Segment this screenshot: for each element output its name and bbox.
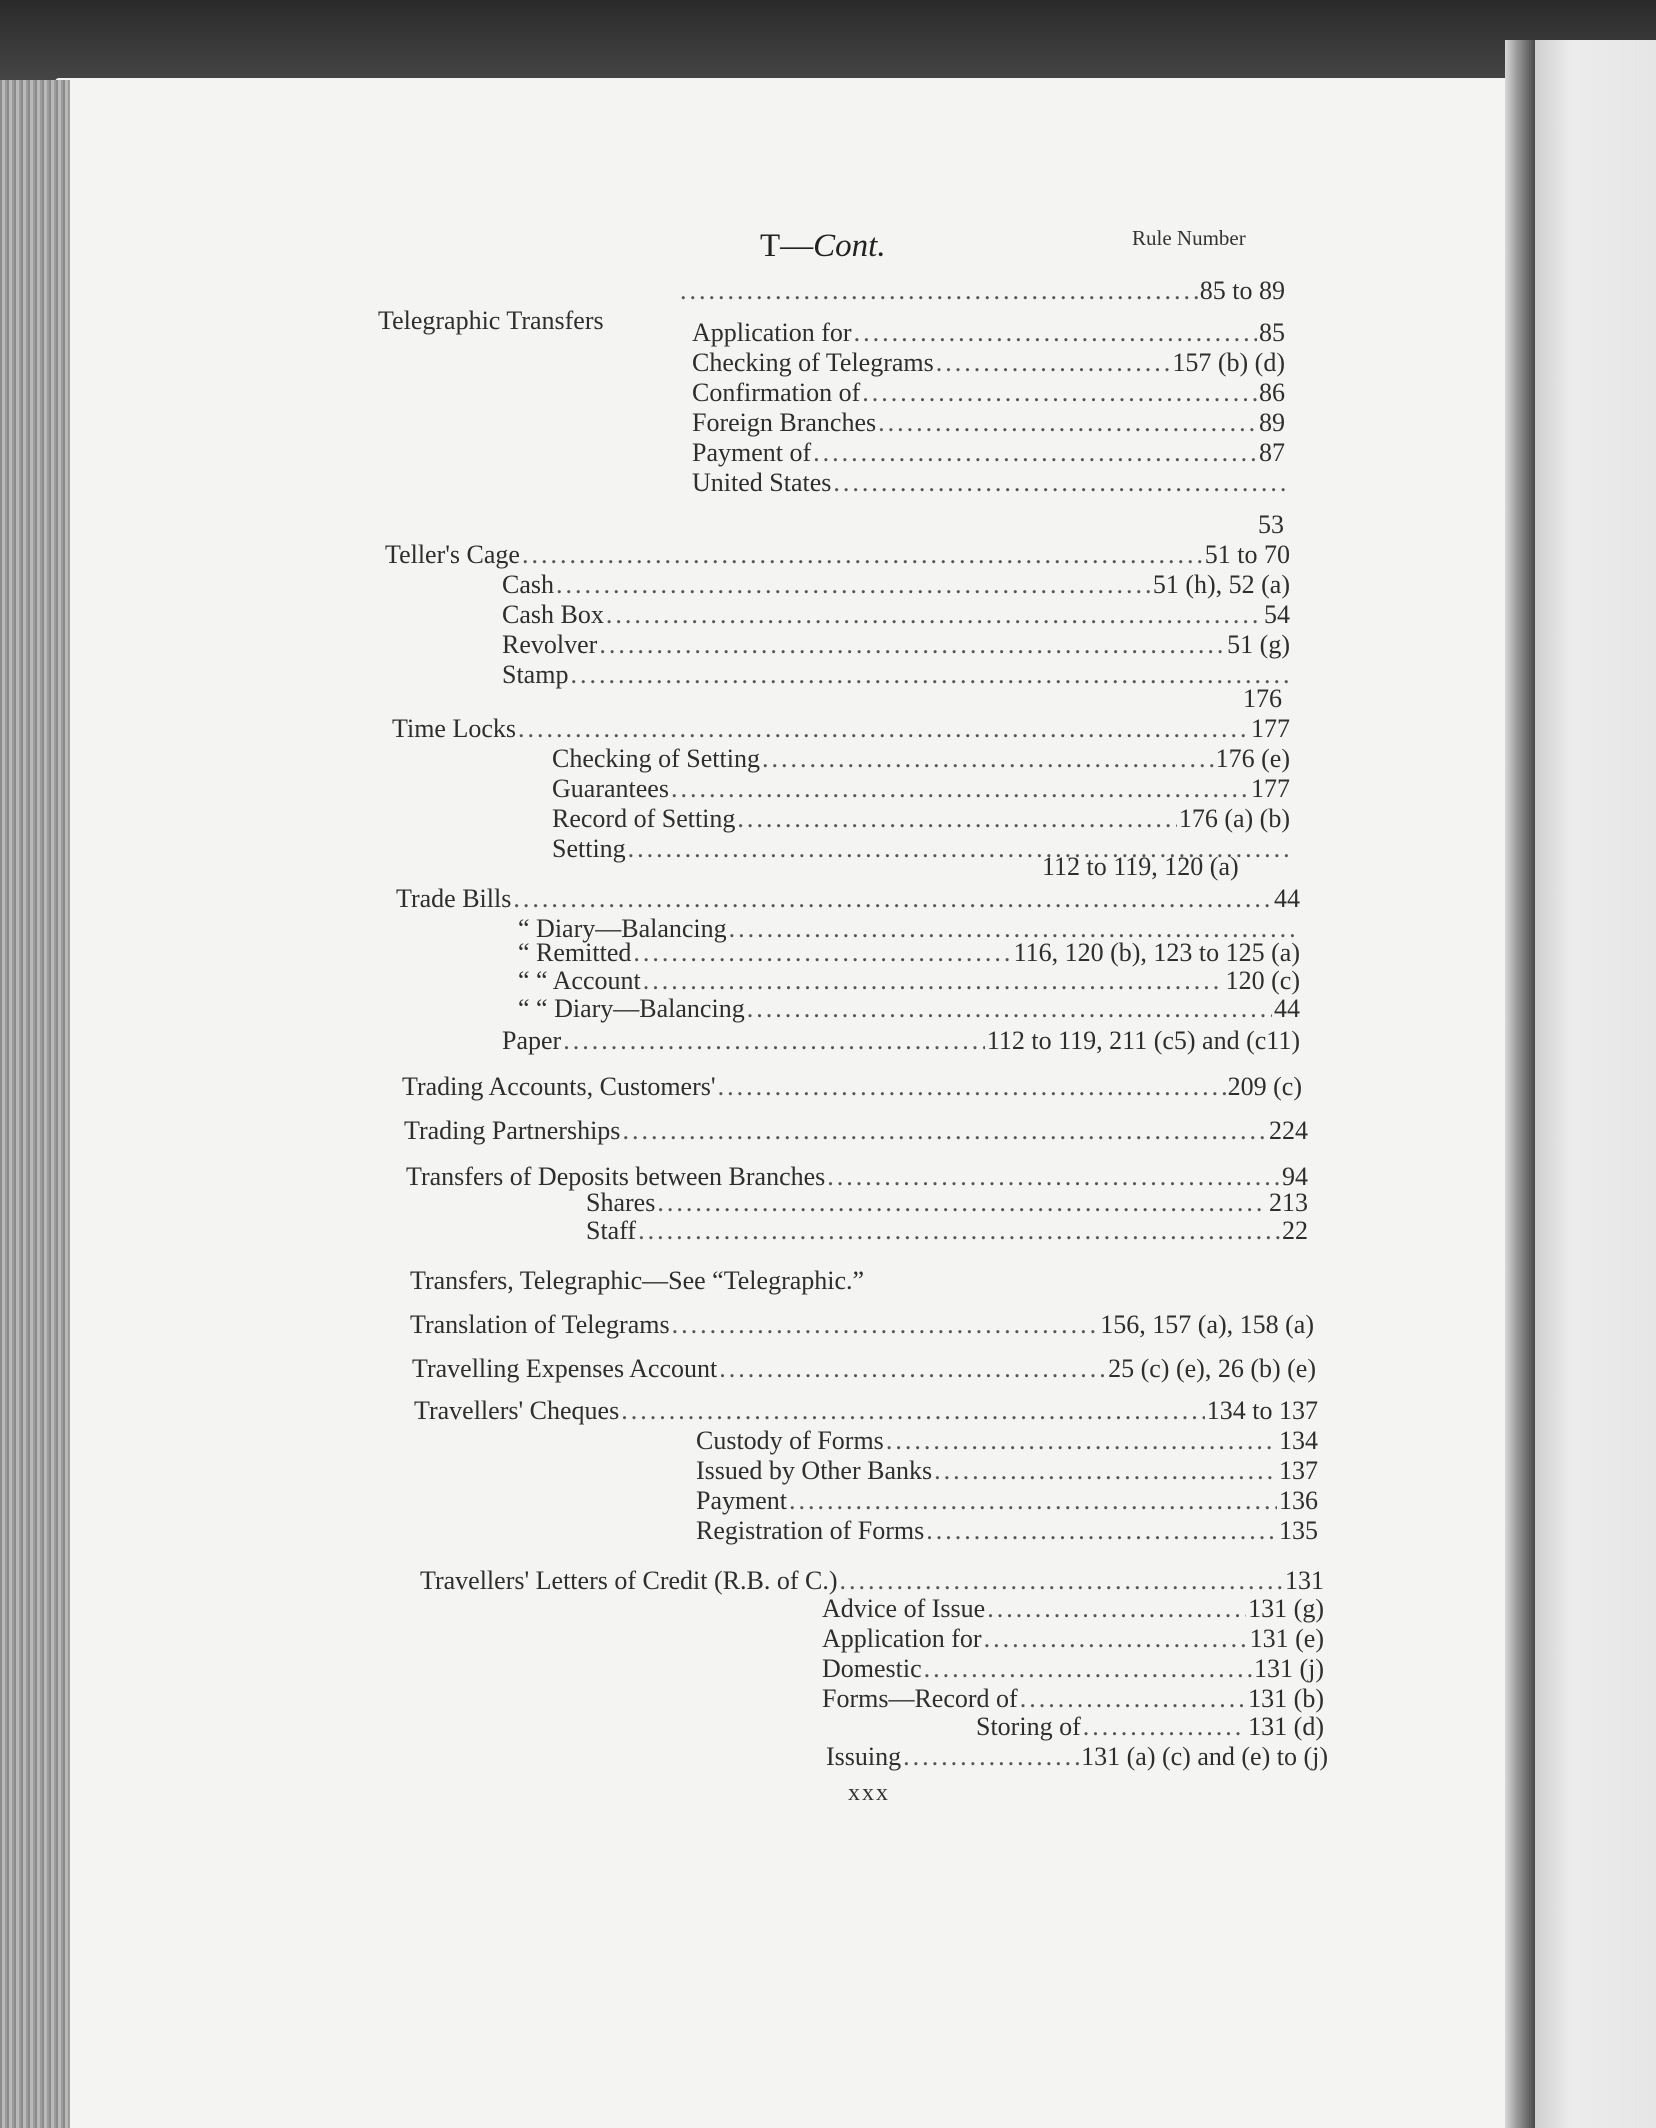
index-subentry: Checking of Setting ..... 176 (e) bbox=[552, 744, 1290, 774]
index-subentry: Paper ..... 112 to 119, 211 (c5) and (c11) bbox=[502, 1026, 1300, 1056]
index-entry: Teller's Cage ..... 51 to 70 bbox=[385, 540, 1290, 570]
index-entry: 112 to 119, 120 (a) bbox=[1042, 852, 1239, 881]
index-entry: ..... 85 to 89 bbox=[680, 276, 1285, 306]
index-entry: Trading Partnerships ..... 224 bbox=[404, 1116, 1308, 1146]
index-subentry: Cash ..... 51 (h), 52 (a) bbox=[502, 570, 1290, 600]
index-entry: Telegraphic Transfers bbox=[378, 306, 604, 335]
index-subentry: Issued by Other Banks ..... 137 bbox=[696, 1456, 1318, 1486]
index-entry: Travellers' Letters of Credit (R.B. of C.) ..... 131 bbox=[420, 1566, 1324, 1596]
index-subentry: Guarantees ..... 177 bbox=[552, 774, 1290, 804]
index-ref: 176 bbox=[1243, 684, 1282, 713]
index-subentry: United States ..... bbox=[692, 468, 1285, 498]
index-subentry: Foreign Branches ..... 89 bbox=[692, 408, 1285, 438]
index-entry: Travelling Expenses Account ..... 25 (c) (e), 26 (b) (e) bbox=[412, 1354, 1316, 1384]
book-gutter bbox=[1505, 40, 1535, 2128]
index-subentry: Payment of ..... 87 bbox=[692, 438, 1285, 468]
index-subentry: Confirmation of ..... 86 bbox=[692, 378, 1285, 408]
index-subentry: Payment ..... 136 bbox=[696, 1486, 1318, 1516]
facing-page bbox=[1535, 40, 1656, 2128]
index-subentry: Revolver ..... 51 (g) bbox=[502, 630, 1290, 660]
index-entry: Transfers of Deposits between Branches ..... 94 bbox=[406, 1162, 1308, 1192]
index-subentry: Registration of Forms ..... 135 bbox=[696, 1516, 1318, 1546]
index-subentry: “ “ Account ..... 120 (c) bbox=[518, 966, 1300, 996]
index-subentry: “ “ Diary—Balancing ..... 44 bbox=[518, 994, 1300, 1024]
index-entry: Trade Bills ..... 44 bbox=[396, 884, 1300, 914]
index-subentry: “ Diary—Balancing ..... bbox=[518, 914, 1300, 944]
index-subentry: Cash Box ..... 54 bbox=[502, 600, 1290, 630]
index-subentry: Application for ..... 131 (e) bbox=[822, 1624, 1324, 1654]
index-entry: Translation of Telegrams ..... 156, 157 (a), 158 (a) bbox=[410, 1310, 1314, 1340]
section-heading: T—Cont. bbox=[760, 228, 886, 264]
index-subentry: Advice of Issue ..... 131 (g) bbox=[822, 1594, 1324, 1624]
index-subentry: “ Remitted ..... 116, 120 (b), 123 to 125 (a) bbox=[518, 938, 1300, 968]
page-edges bbox=[0, 80, 70, 2128]
index-entry: Trading Accounts, Customers' ..... 209 (c) bbox=[402, 1072, 1302, 1102]
index-subentry: Domestic ..... 131 (j) bbox=[822, 1654, 1324, 1684]
index-entry: Travellers' Cheques ..... 134 to 137 bbox=[414, 1396, 1318, 1426]
index-subentry: Setting ..... bbox=[552, 834, 1290, 864]
index-subentry: Issuing ..... 131 (a) (c) and (e) to (j) bbox=[826, 1742, 1328, 1772]
index-subentry: Custody of Forms ..... 134 bbox=[696, 1426, 1318, 1456]
index-subentry: Forms—Record of ..... 131 (b) bbox=[822, 1684, 1324, 1714]
index-subentry: Storing of ..... 131 (d) bbox=[976, 1712, 1324, 1742]
index-entry: Transfers, Telegraphic—See “Telegraphic.” bbox=[410, 1266, 865, 1295]
index-subentry: Checking of Telegrams ..... 157 (b) (d) bbox=[692, 348, 1285, 378]
index-subentry: Shares ..... 213 bbox=[586, 1188, 1308, 1218]
rule-number-label: Rule Number bbox=[1132, 226, 1246, 250]
index-ref: 53 bbox=[1258, 510, 1284, 539]
page-number: xxx bbox=[848, 1780, 890, 1806]
index-subentry: Staff ..... 22 bbox=[586, 1216, 1308, 1246]
index-subentry: Stamp ..... bbox=[502, 660, 1290, 690]
index-entry: Time Locks ..... 177 bbox=[392, 714, 1290, 744]
index-subentry: Application for ..... 85 bbox=[692, 318, 1285, 348]
index-subentry: Record of Setting ..... 176 (a) (b) bbox=[552, 804, 1290, 834]
